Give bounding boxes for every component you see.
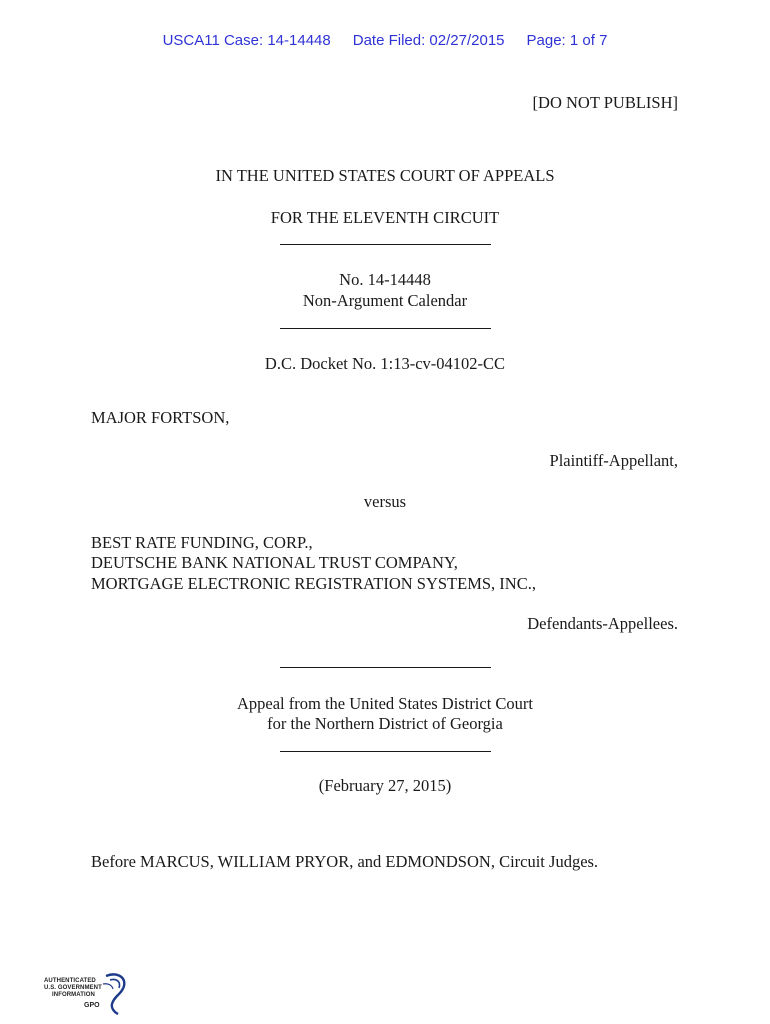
seal-gpo-mark: GPO	[84, 1002, 100, 1009]
divider-rule	[280, 244, 491, 245]
appeal-line-2: for the Northern District of Georgia	[267, 714, 503, 733]
docket-number: D.C. Docket No. 1:13-cv-04102-CC	[264, 354, 506, 373]
defendant-2: DEUTSCHE BANK NATIONAL TRUST COMPANY,	[91, 553, 458, 572]
page-header	[0, 32, 770, 49]
decision-date: (February 27, 2015)	[318, 776, 452, 795]
date-filed-header: Date Filed: 02/27/2015	[352, 32, 505, 49]
court-name: IN THE UNITED STATES COURT OF APPEALS	[215, 166, 555, 185]
seal-line-3: INFORMATION	[52, 992, 95, 998]
publish-note: [DO NOT PUBLISH]	[532, 93, 678, 112]
divider-rule	[280, 667, 491, 668]
eagle-icon	[100, 972, 130, 1016]
case-number: No. 14-14448	[339, 270, 431, 289]
page-count-header: Page: 1 of 7	[526, 32, 608, 49]
defendant-1: BEST RATE FUNDING, CORP.,	[91, 533, 313, 552]
calendar-type: Non-Argument Calendar	[302, 291, 468, 310]
divider-rule	[280, 328, 491, 329]
panel-judges: Before MARCUS, WILLIAM PRYOR, and EDMONDSON, Circuit Judges.	[91, 852, 599, 871]
divider-rule	[280, 751, 491, 752]
seal-line-1: AUTHENTICATED	[44, 978, 96, 984]
seal-line-2: U.S. GOVERNMENT	[44, 985, 102, 991]
circuit-name: FOR THE ELEVENTH CIRCUIT	[270, 208, 500, 227]
versus-label: versus	[363, 492, 407, 511]
case-number-header: USCA11 Case: 14-14448	[162, 32, 331, 49]
appeal-line-1: Appeal from the United States District Court	[236, 694, 534, 713]
defendant-3: MORTGAGE ELECTRONIC REGISTRATION SYSTEMS, INC.,	[91, 574, 536, 593]
plaintiff-name: MAJOR FORTSON,	[91, 408, 230, 427]
plaintiff-role: Plaintiff-Appellant,	[549, 451, 678, 470]
defendant-role: Defendants-Appellees.	[527, 614, 678, 633]
gpo-authentication-seal	[44, 972, 134, 1018]
